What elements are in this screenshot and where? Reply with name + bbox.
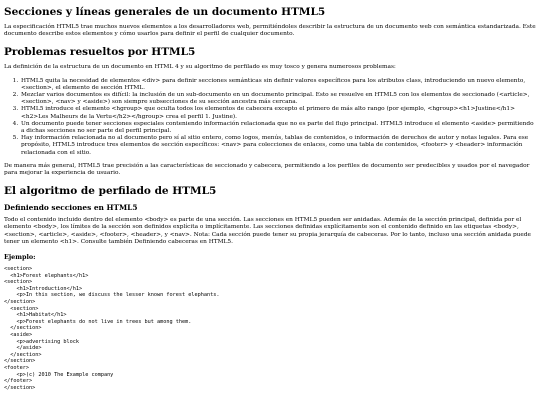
code-line: <p>In this section, we discuss the lesser known forest elephants.	[4, 292, 220, 299]
code-line: </section>	[4, 351, 42, 358]
list-item: 3. HTML5 introduce el elemento <hgroup> que oculta todos los elementos de cabecera excepto el primero de más alto rango (por ejemplo, <hgroup><h1>Justine</h1><h2>Les Malheurs de la Vertu</h2></hgroup> crea el perfil 1. Justine).	[20, 106, 536, 120]
list-item: 1. HTML5 quita la necesidad de elementos <div> para definir secciones semánticas sin definir valores específicos para los atributos class, introduciendo un nuevo elemento, <section>, el elemento de sección HTML.	[20, 78, 536, 92]
code-line: </section>	[4, 325, 42, 332]
code-line: </section>	[4, 299, 36, 306]
list-item: 4. Un documento puede tener secciones especiales conteniendo información relacionada que no es parte del flujo principal. HTML5 introduce el elemento <aside> permitiendo a dichas secciones no ser parte del perfil principal.	[20, 121, 536, 135]
code-line: </section>	[4, 384, 36, 391]
example-label: Ejemplo:	[4, 253, 36, 262]
code-line: <section>	[4, 279, 33, 286]
code-line: </aside>	[4, 345, 42, 352]
problems-lead-paragraph: La definición de la estructura de un documento en HTML 4 y su algoritmo de perfilado es muy tosco y genera numerosos problemas:	[4, 64, 396, 71]
defining-sections-subheading: Definiendo secciones en HTML5	[4, 203, 138, 213]
problems-list	[4, 78, 536, 157]
code-line: <h1>Introduction</h1>	[4, 285, 83, 292]
code-line: </footer>	[4, 378, 33, 385]
code-line: <p>advertising block	[4, 338, 79, 345]
code-line: <section>	[4, 305, 39, 312]
page-title: Secciones y líneas generales de un documento HTML5	[4, 6, 326, 18]
code-line: <h1>Habitat</h1>	[4, 312, 67, 319]
code-line: <p>Forest elephants do not live in trees but among them.	[4, 318, 192, 325]
list-item: 2. Mezclar varios documentos es difícil: la inclusión de un sub-documento en un documento principal. Esto se resuelve en HTML5 con los elementos de seccionado (<article>, <section>, <nav> y <aside>) son siempre subsecciones de su sección ancestra más cercana.	[20, 92, 536, 106]
code-line: <h1>Forest elephants</h1>	[4, 272, 89, 279]
code-line: <section>	[4, 266, 33, 273]
code-line: </section>	[4, 358, 36, 365]
intro-paragraph: La especificación HTML5 trae muchos nuevos elementos a los desarrolladores web, permitiéndoles describir la estructura de un documento web con semántica estandarizada. Este documento describe estos elementos y cómo usarlos para definir el perfil de cualquier documento.	[4, 24, 536, 38]
code-line: <p>(c) 2010 The Example company	[4, 371, 114, 378]
list-item: 5. Hay información relacionada no al documento pero sí al sitio entero, como logos, menús, tablas de contenidos, o información de derechos de autor y notas legales. Para ese propósito, HTML5 introduce tres elementos de sección específicos: <nav> para colecciones de enlaces, como una tabla de contenidos, <footer> y <header> información relacionada con el sitio.	[20, 135, 536, 157]
code-example	[4, 266, 536, 391]
problems-heading: Problemas resueltos por HTML5	[4, 46, 196, 59]
problems-closing-paragraph: De manera más general, HTML5 trae precisión a las características de seccionado y cabecera, permitiendo a los perfiles de documento ser predecibles y usados por el navegador para mejorar la experiencia de usuario.	[4, 162, 530, 177]
algorithm-heading: El algoritmo de perfilado de HTML5	[4, 185, 217, 198]
defining-sections-paragraph: Todo el contenido incluido dentro del elemento <body> es parte de una sección. Las secciones en HTML5 pueden ser anidadas. Además de la sección principal, definida por el elemento <body>, los límites de la sección son definidos explícita o implícitamente. Las secciones definidas explícitamente son el contenido definido en las etiquetas <body>, <section>, <article>, <aside>, <footer>, <header>, y <nav>. Nota: Cada sección puede tener su propia jerarquía de cabeceras. Por lo tanto, incluso una sección anidada puede tener un elemento <h1>. Consulte también Definiendo cabeceras en HTML5.	[4, 217, 531, 245]
code-line: <footer>	[4, 364, 29, 371]
code-line: <aside>	[4, 332, 33, 338]
